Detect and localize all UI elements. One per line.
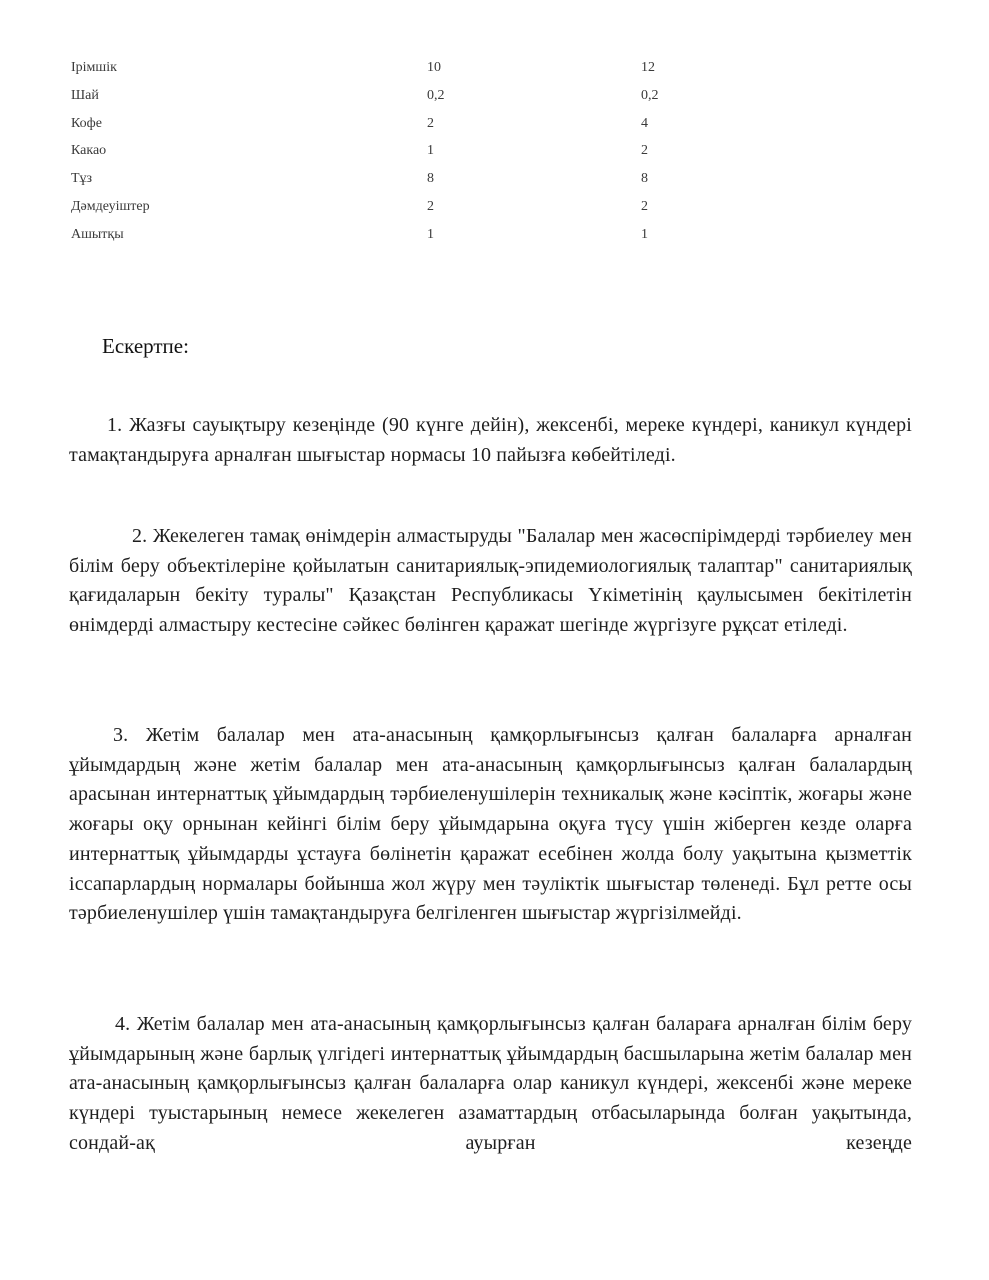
note-heading: Ескертпе: xyxy=(102,334,189,358)
value-col-1: 1 xyxy=(427,143,434,159)
product-name: Ірімшік xyxy=(71,60,117,75)
note-paragraph-3: 3. Жетім балалар мен ата-анасының қамқорлығынсыз қалған балаларға арналған ұйымдардың және жетім балалар мен ата-анасының қамқорлығынсыз қалған балалардың арасынан интернаттық ұйымдардың тәрбиеленушілерін техникалық және кәсіптік, жоғары және жоғары оқу орнынан кейінгі білім беру ұйымдарына оқуға түсу үшін жіберген кезде оларға интернаттық ұйымдарды ұстауға бөлінетін қаражат есебінен жолда болу уақытына қызметтік іссапарлардың нормалары бойынша жол жүру мен тәуліктік шығыстар төленеді. Бұл ретте осы тәрбиеленушілер үшін тамақтандыруға белгіленген шығыстар жүргізілмейді. xyxy=(69,724,912,925)
product-name: Тұз xyxy=(71,171,93,187)
product-name: Ашытқы xyxy=(71,226,124,242)
value-col-1: 2 xyxy=(427,198,434,214)
table-row xyxy=(71,86,711,114)
value-col-2: 8 xyxy=(641,171,648,187)
product-name: Шай xyxy=(71,87,99,103)
value-col-2: 2 xyxy=(641,198,648,214)
product-name: Какао xyxy=(71,143,107,159)
value-col-2: 2 xyxy=(641,143,648,159)
table-row xyxy=(71,197,711,225)
note-paragraph-2: 2. Жекелеген тамақ өнімдерін алмастыруды "Балалар мен жасөспірімдерді тәрбиелеу мен білім беру объектілеріне қойылатын санитариялық-эпидемиологиялық талаптар" санитариялық қағидаларын бекіту туралы" Қазақстан Республикасы Үкіметінің қаулысымен бекітілетін өнімдерді алмастыру кестесіне сәйкес бөлінген қаражат шегінде жүргізуге рұқсат етіледі. xyxy=(69,525,912,637)
value-col-2: 0,2 xyxy=(641,87,659,103)
value-col-1: 1 xyxy=(427,226,434,242)
product-name: Кофе xyxy=(71,115,102,131)
value-col-2: 1 xyxy=(641,226,648,242)
table-row xyxy=(71,141,711,169)
value-col-1: 8 xyxy=(427,171,434,187)
table-row xyxy=(71,225,711,253)
note-paragraph-1: 1. Жазғы сауықтыру кезеңінде (90 күнге дейін), жексенбі, мереке күндері, каникул күндері тамақтандыруға арналған шығыстар нормасы 10 пайызға көбейтіледі. xyxy=(69,414,912,466)
table-row xyxy=(71,114,711,142)
product-name: Дәмдеуіштер xyxy=(71,198,150,214)
value-col-1: 10 xyxy=(427,60,441,75)
value-col-1: 2 xyxy=(427,115,434,131)
norms-table xyxy=(71,58,711,253)
value-col-1: 0,2 xyxy=(427,87,445,103)
value-col-2: 12 xyxy=(641,60,655,75)
table-row xyxy=(71,58,711,86)
value-col-2: 4 xyxy=(641,115,648,131)
table-row xyxy=(71,169,711,197)
note-paragraph-4: 4. Жетім балалар мен ата-анасының қамқорлығынсыз қалған балараға арналған білім беру ұйымдарының және барлық үлгідегі интернаттық ұйымдардың басшыларына жетім балалар мен ата-анасының қамқорлығынсыз қалған балаларға олар каникул күндері, жексенбі және мереке күндері туыстарының немесе жекелеген азаматтардың отбасыларында болған уақытында, сондай-ақ ауырған кезеңде xyxy=(69,1013,912,1154)
